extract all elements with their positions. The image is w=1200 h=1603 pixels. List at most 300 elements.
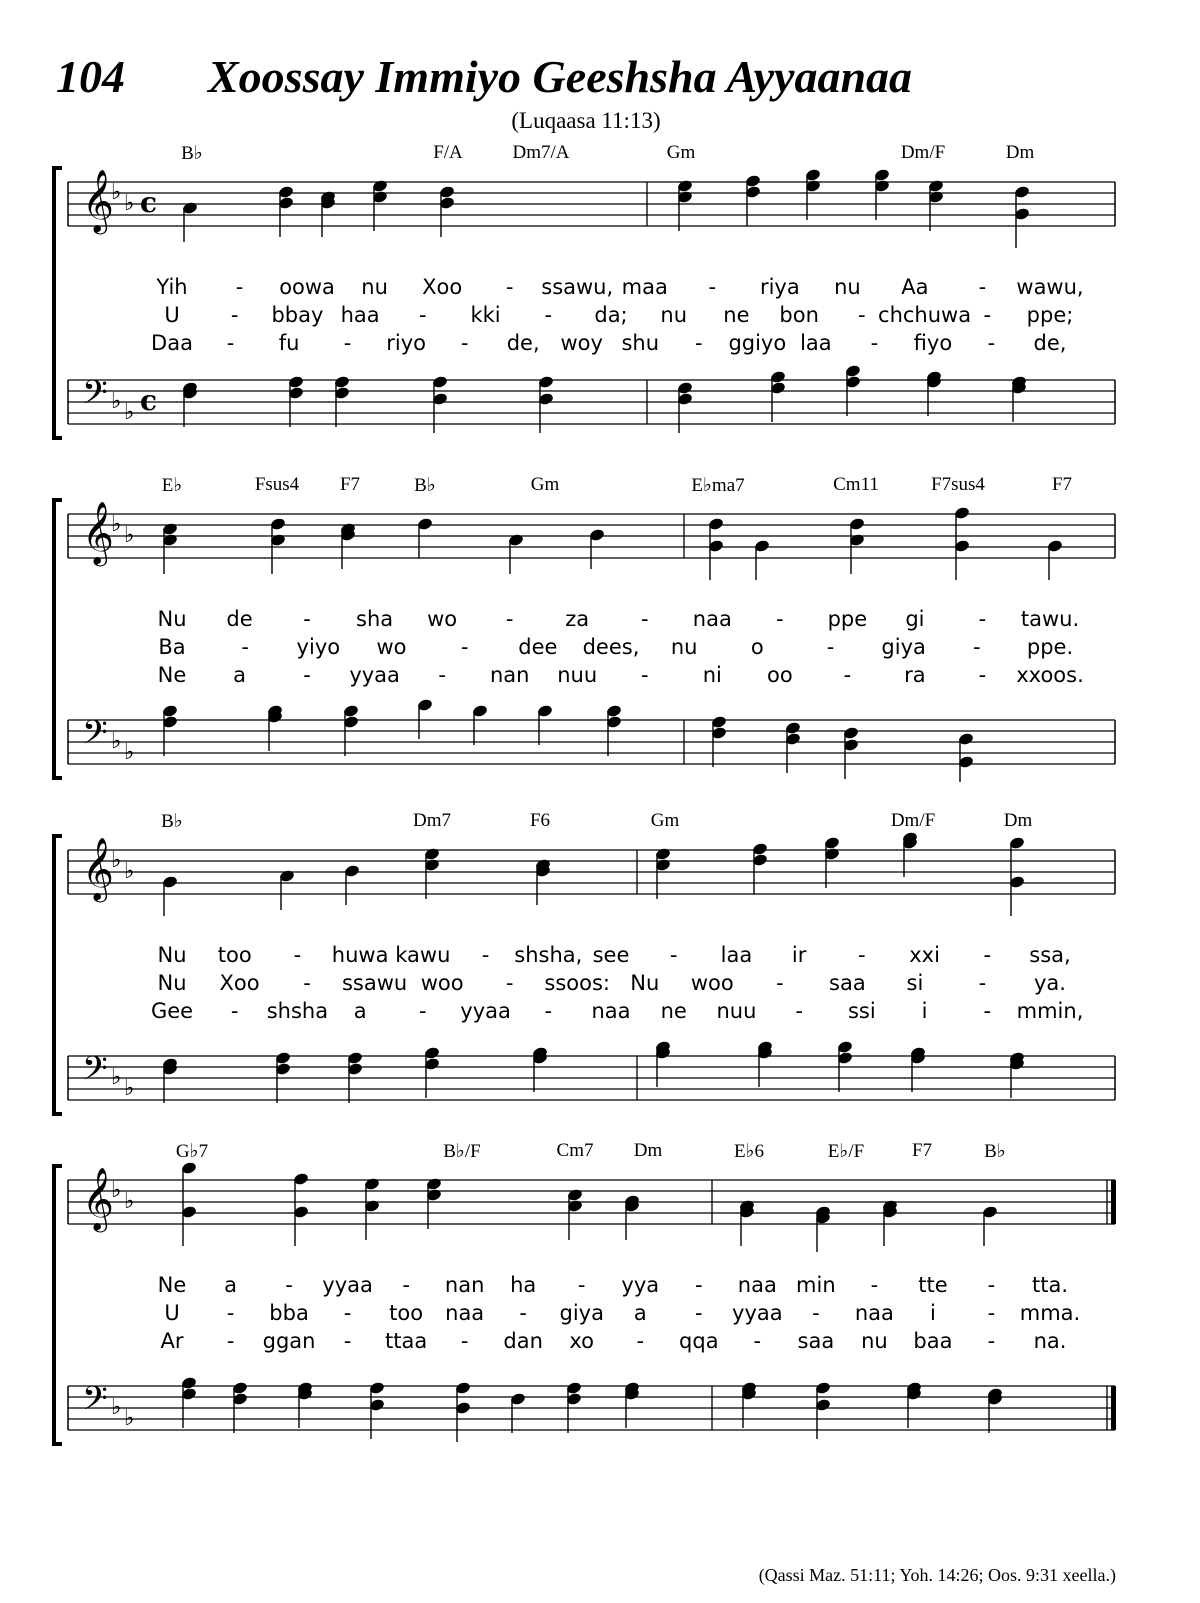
lyric-hyphen: - bbox=[235, 275, 244, 299]
lyric-syllable: riya bbox=[759, 275, 800, 299]
lyric-hyphen: - bbox=[983, 303, 992, 327]
lyric-hyphen: - bbox=[978, 275, 987, 299]
key-flat-icon: ♭ bbox=[124, 859, 135, 884]
chord-symbol: Cm7 bbox=[556, 1140, 594, 1161]
note bbox=[745, 174, 762, 226]
chord-symbol: Gm bbox=[666, 142, 696, 163]
lyric-hyphen: - bbox=[419, 999, 427, 1023]
lyric-syllable: gi bbox=[905, 607, 925, 631]
note bbox=[343, 704, 360, 756]
key-flat-icon: ♭ bbox=[111, 389, 122, 414]
note bbox=[417, 517, 434, 558]
chord-symbol: F7 bbox=[911, 1140, 933, 1161]
note bbox=[288, 375, 305, 427]
note bbox=[1009, 836, 1026, 916]
note bbox=[334, 375, 351, 427]
lyric-syllable: nu bbox=[861, 1329, 888, 1353]
note bbox=[606, 704, 623, 756]
key-flat-icon: ♭ bbox=[111, 180, 122, 205]
lyric-hyphen: - bbox=[577, 1273, 586, 1297]
system-bracket bbox=[54, 1166, 62, 1444]
note bbox=[535, 858, 552, 905]
lyric-syllable: dees, bbox=[582, 635, 640, 659]
bass-clef-icon: 𝄢 bbox=[82, 714, 108, 760]
note bbox=[1014, 185, 1031, 248]
lyric-syllable: Nu bbox=[630, 971, 660, 995]
lyric-syllable: laa bbox=[720, 943, 753, 967]
lyric-hyphen: - bbox=[343, 1329, 352, 1353]
lyric-syllable: mma. bbox=[1019, 1301, 1081, 1325]
lyric-syllable: ppe bbox=[827, 607, 868, 631]
lyric-syllable: a bbox=[353, 999, 367, 1023]
note bbox=[279, 869, 296, 910]
lyric-hyphen: - bbox=[460, 1329, 469, 1353]
note bbox=[824, 836, 841, 888]
lyric-syllable: bon bbox=[779, 303, 819, 327]
lyric-syllable: fiyo bbox=[913, 331, 953, 355]
lyric-syllable: nu bbox=[834, 275, 861, 299]
note bbox=[508, 533, 525, 574]
note bbox=[532, 1046, 549, 1092]
lyric-syllable: chchuwa bbox=[878, 303, 972, 327]
lyric-syllable: Xoo bbox=[219, 971, 260, 995]
lyric-hyphen: - bbox=[973, 635, 981, 659]
key-flat-icon: ♭ bbox=[124, 400, 135, 425]
lyric-hyphen: - bbox=[870, 331, 879, 355]
lyric-hyphen: - bbox=[505, 971, 514, 995]
note bbox=[757, 1040, 774, 1087]
lyric-hyphen: - bbox=[858, 943, 866, 967]
system-bracket bbox=[54, 500, 62, 778]
note bbox=[906, 1381, 923, 1428]
lyric-syllable: nuu bbox=[716, 999, 757, 1023]
lyric-syllable: saa bbox=[829, 971, 866, 995]
chord-symbol: E♭6 bbox=[733, 1141, 765, 1162]
bass-clef-icon: 𝄢 bbox=[82, 1050, 108, 1096]
note bbox=[417, 698, 434, 739]
note bbox=[364, 1177, 381, 1240]
chord-symbol: F6 bbox=[529, 810, 551, 831]
lyric-syllable: yyaa bbox=[349, 663, 400, 687]
lyric-hyphen: - bbox=[776, 971, 784, 995]
lyric-syllable: ssi bbox=[847, 999, 876, 1023]
note bbox=[344, 864, 361, 905]
lyric-syllable: nuu bbox=[557, 663, 598, 687]
bass-clef-icon: 𝄢 bbox=[82, 1380, 108, 1426]
note bbox=[567, 1188, 584, 1240]
lyric-syllable: da; bbox=[594, 303, 628, 327]
lyric-hyphen: - bbox=[987, 1301, 996, 1325]
treble-staff bbox=[68, 1167, 1116, 1233]
note bbox=[162, 704, 179, 756]
lyric-syllable: huwa bbox=[331, 943, 389, 967]
note bbox=[902, 831, 919, 877]
lyric-hyphen: - bbox=[978, 663, 987, 687]
lyric-hyphen: - bbox=[544, 999, 553, 1023]
lyric-syllable: kawu bbox=[395, 943, 451, 967]
lyric-syllable: ne bbox=[660, 999, 687, 1023]
chord-symbol: F/A bbox=[433, 142, 463, 163]
lyric-syllable: Gee bbox=[150, 999, 194, 1023]
lyric-syllable: tte bbox=[918, 1273, 948, 1297]
chord-symbol: B♭/F bbox=[443, 1141, 481, 1162]
lyric-syllable: ha bbox=[510, 1273, 537, 1297]
note bbox=[805, 168, 822, 220]
lyric-hyphen: - bbox=[460, 635, 469, 659]
note bbox=[752, 842, 769, 894]
lyric-hyphen: - bbox=[843, 663, 852, 687]
note bbox=[655, 847, 672, 899]
lyric-syllable: woo bbox=[690, 971, 734, 995]
note bbox=[182, 201, 199, 242]
chord-symbol: E♭ bbox=[161, 475, 183, 496]
lyric-hyphen: - bbox=[230, 999, 239, 1023]
lyric-hyphen: - bbox=[226, 1329, 235, 1353]
lyric-hyphen: - bbox=[230, 303, 239, 327]
note bbox=[566, 1381, 583, 1433]
note bbox=[785, 721, 802, 773]
chord-symbol: B♭ bbox=[181, 143, 203, 164]
lyric-syllable: tawu. bbox=[1020, 607, 1080, 631]
lyric-hyphen: - bbox=[695, 331, 703, 355]
note bbox=[874, 168, 891, 220]
lyric-syllable: i bbox=[930, 1301, 936, 1325]
key-flat-icon: ♭ bbox=[111, 1395, 122, 1420]
lyric-syllable: Xoo bbox=[422, 275, 463, 299]
lyric-hyphen: - bbox=[419, 303, 427, 327]
chord-symbol: B♭ bbox=[414, 475, 436, 496]
lyric-syllable: na. bbox=[1033, 1329, 1067, 1353]
lyric-hyphen: - bbox=[285, 1273, 293, 1297]
music-system-4 bbox=[0, 1138, 1200, 1458]
lyric-hyphen: - bbox=[303, 607, 311, 631]
chord-symbol: F7 bbox=[1051, 474, 1073, 495]
lyric-hyphen: - bbox=[987, 1273, 996, 1297]
note bbox=[655, 1040, 672, 1087]
key-flat-icon: ♭ bbox=[124, 1189, 135, 1214]
lyric-syllable: nu bbox=[660, 303, 688, 327]
common-time-icon: c bbox=[140, 186, 158, 219]
chord-symbol: Dm/F bbox=[890, 810, 936, 831]
lyric-syllable: fu bbox=[278, 331, 300, 355]
note bbox=[278, 185, 295, 237]
lyric-syllable: shsha, bbox=[514, 943, 583, 967]
lyric-hyphen: - bbox=[669, 943, 678, 967]
lyric-hyphen: - bbox=[640, 607, 649, 631]
cross-references: (Qassi Maz. 51:11; Yoh. 14:26; Oos. 9:31 xeella.) bbox=[758, 1565, 1116, 1585]
lyric-hyphen: - bbox=[826, 635, 835, 659]
lyric-syllable: de bbox=[226, 607, 253, 631]
key-flat-icon: ♭ bbox=[111, 848, 122, 873]
key-flat-icon: ♭ bbox=[111, 512, 122, 537]
note bbox=[347, 1051, 364, 1103]
note bbox=[372, 179, 389, 231]
lyric-syllable: wo bbox=[376, 635, 407, 659]
lyric-hyphen: - bbox=[695, 1301, 703, 1325]
lyric-syllable: qqa bbox=[679, 1329, 719, 1353]
lyric-syllable: Nu bbox=[157, 943, 187, 967]
lyric-hyphen: - bbox=[438, 663, 446, 687]
key-flat-icon: ♭ bbox=[124, 1076, 135, 1101]
lyric-syllable: U bbox=[164, 1301, 180, 1325]
note bbox=[882, 1199, 899, 1246]
note bbox=[928, 179, 945, 231]
lyric-syllable: xxi bbox=[909, 943, 940, 967]
lyric-hyphen: - bbox=[241, 635, 249, 659]
lyric-syllable: giya bbox=[881, 635, 926, 659]
lyric-hyphen: - bbox=[983, 999, 992, 1023]
lyric-syllable: tta. bbox=[1031, 1273, 1069, 1297]
note bbox=[162, 522, 179, 574]
lyric-hyphen: - bbox=[481, 943, 490, 967]
lyric-hyphen: - bbox=[636, 1329, 645, 1353]
note bbox=[958, 732, 975, 782]
lyric-syllable: naa bbox=[854, 1301, 894, 1325]
chord-symbol: B♭ bbox=[984, 1141, 1006, 1162]
note bbox=[424, 847, 441, 899]
key-flat-icon: ♭ bbox=[124, 1406, 135, 1431]
treble-clef-icon: 𝄞 bbox=[82, 1167, 114, 1230]
lyric-syllable: de, bbox=[1033, 331, 1067, 355]
lyric-hyphen: - bbox=[519, 1301, 527, 1325]
chord-symbol: Gm bbox=[530, 474, 560, 495]
lyric-syllable: a bbox=[233, 663, 246, 687]
lyric-syllable: too bbox=[389, 1301, 424, 1325]
lyric-syllable: U bbox=[164, 303, 180, 327]
lyric-syllable: ssawu bbox=[341, 971, 408, 995]
lyric-syllable: bbay bbox=[271, 303, 324, 327]
lyric-syllable: oo bbox=[766, 663, 793, 687]
hymn-number: 104 bbox=[56, 51, 125, 102]
note bbox=[770, 370, 787, 422]
lyric-syllable: oowa bbox=[279, 275, 335, 299]
key-flat-icon: ♭ bbox=[124, 191, 135, 216]
note bbox=[677, 381, 694, 433]
lyric-syllable: nu bbox=[361, 275, 388, 299]
lyric-syllable: Ne bbox=[157, 1273, 187, 1297]
lyric-hyphen: - bbox=[795, 999, 803, 1023]
lyric-syllable: naa bbox=[737, 1273, 777, 1297]
lyric-hyphen: - bbox=[978, 971, 987, 995]
note bbox=[270, 517, 287, 574]
lyric-syllable: bba bbox=[269, 1301, 309, 1325]
system-bracket bbox=[54, 836, 62, 1114]
note bbox=[472, 704, 489, 745]
note bbox=[320, 190, 337, 237]
note bbox=[182, 381, 199, 427]
note bbox=[1009, 1051, 1026, 1098]
lyric-syllable: wo bbox=[427, 607, 458, 631]
lyric-syllable: Nu bbox=[157, 607, 187, 631]
lyric-syllable: ir bbox=[791, 943, 807, 967]
lyric-syllable: xo bbox=[569, 1329, 595, 1353]
treble-clef-icon: 𝄞 bbox=[82, 837, 114, 900]
lyric-hyphen: - bbox=[293, 943, 302, 967]
lyric-syllable: min bbox=[796, 1273, 836, 1297]
lyric-hyphen: - bbox=[753, 1329, 762, 1353]
lyric-syllable: shsha bbox=[266, 999, 329, 1023]
system-bracket bbox=[54, 168, 62, 438]
chord-symbol: Dm bbox=[1005, 142, 1035, 163]
lyric-hyphen: - bbox=[402, 1273, 410, 1297]
note bbox=[987, 1387, 1004, 1433]
lyric-hyphen: - bbox=[640, 663, 649, 687]
lyric-syllable: too bbox=[217, 943, 252, 967]
chord-symbol: Dm7 bbox=[413, 810, 451, 831]
lyric-hyphen: - bbox=[303, 663, 311, 687]
lyric-syllable: a bbox=[633, 1301, 647, 1325]
lyric-syllable: Nu bbox=[157, 971, 187, 995]
note bbox=[739, 1199, 756, 1246]
lyric-syllable: yyaa bbox=[322, 1273, 373, 1297]
lyric-syllable: kki bbox=[470, 303, 501, 327]
note bbox=[267, 704, 284, 751]
treble-clef-icon: 𝄞 bbox=[82, 169, 114, 232]
lyric-syllable: see bbox=[592, 943, 630, 967]
lyric-syllable: ssoos: bbox=[544, 971, 611, 995]
lyric-hyphen: - bbox=[858, 303, 866, 327]
lyric-syllable: saa bbox=[797, 1329, 835, 1353]
lyric-syllable: dee bbox=[518, 635, 558, 659]
lyric-syllable: Daa bbox=[151, 331, 193, 355]
note bbox=[849, 517, 866, 574]
music-system-3 bbox=[0, 808, 1200, 1118]
chord-symbol: G♭7 bbox=[175, 1141, 209, 1162]
note bbox=[424, 1046, 441, 1098]
lyric-syllable: naa bbox=[692, 607, 732, 631]
chord-symbol: F7 bbox=[339, 474, 361, 495]
chord-symbol: Dm7/A bbox=[512, 142, 570, 163]
key-flat-icon: ♭ bbox=[124, 740, 135, 765]
bass-staff bbox=[68, 1380, 1116, 1431]
key-flat-icon: ♭ bbox=[111, 729, 122, 754]
lyric-syllable: haa bbox=[340, 303, 380, 327]
lyric-syllable: sha bbox=[356, 607, 394, 631]
note bbox=[181, 1376, 198, 1428]
lyric-syllable: woo bbox=[420, 971, 464, 995]
lyric-syllable: ttaa bbox=[385, 1329, 428, 1353]
bass-staff bbox=[68, 714, 1115, 765]
lyric-hyphen: - bbox=[303, 971, 311, 995]
lyric-syllable: shu bbox=[621, 331, 660, 355]
note bbox=[708, 517, 725, 580]
lyric-syllable: woy bbox=[560, 331, 603, 355]
lyric-hyphen: - bbox=[460, 331, 469, 355]
scripture-reference: (Luqaasa 11:13) bbox=[511, 108, 661, 133]
music-system-1 bbox=[0, 140, 1200, 450]
chord-symbol: Dm/F bbox=[900, 142, 946, 163]
chord-symbol: Dm bbox=[633, 1140, 663, 1161]
chord-symbol: F7sus4 bbox=[931, 474, 985, 495]
note bbox=[537, 704, 554, 745]
lyric-syllable: ssawu, bbox=[541, 275, 614, 299]
lyric-syllable: riyo bbox=[386, 331, 426, 355]
lyric-syllable: yyaa bbox=[460, 999, 511, 1023]
lyric-syllable: ssa, bbox=[1029, 943, 1071, 967]
lyric-syllable: ggiyo bbox=[728, 331, 787, 355]
note bbox=[293, 1172, 310, 1246]
lyric-syllable: o bbox=[750, 635, 764, 659]
chord-symbol: Gm bbox=[650, 810, 680, 831]
lyric-syllable: wawu, bbox=[1016, 275, 1084, 299]
note bbox=[455, 1381, 472, 1442]
note bbox=[162, 1057, 179, 1103]
lyric-syllable: Ba bbox=[158, 635, 186, 659]
lyric-hyphen: - bbox=[983, 943, 992, 967]
note bbox=[624, 1194, 641, 1240]
lyric-hyphen: - bbox=[987, 331, 996, 355]
lyric-syllable: ppe; bbox=[1026, 303, 1074, 327]
lyric-syllable: naa bbox=[445, 1301, 485, 1325]
note bbox=[297, 1381, 314, 1428]
chord-symbol: Dm bbox=[1003, 810, 1033, 831]
note bbox=[910, 1046, 927, 1092]
chord-symbol: B♭ bbox=[161, 811, 183, 832]
note bbox=[162, 875, 179, 916]
lyric-syllable: a bbox=[224, 1273, 237, 1297]
chord-symbol: E♭ma7 bbox=[691, 475, 745, 496]
lyric-hyphen: - bbox=[978, 607, 987, 631]
lyric-syllable: Yih bbox=[156, 275, 188, 299]
treble-staff bbox=[68, 169, 1115, 235]
staff-graphics bbox=[0, 1138, 1200, 1458]
note bbox=[845, 364, 862, 416]
note bbox=[754, 539, 771, 580]
note bbox=[837, 1040, 854, 1092]
lyric-syllable: laa bbox=[800, 331, 832, 355]
lyric-syllable: za bbox=[565, 607, 590, 631]
lyric-syllable: naa bbox=[591, 999, 631, 1023]
lyric-hyphen: - bbox=[343, 1301, 352, 1325]
lyric-syllable: Aa bbox=[901, 275, 929, 299]
treble-clef-icon: 𝄞 bbox=[82, 501, 114, 564]
lyric-syllable: si bbox=[906, 971, 924, 995]
lyric-hyphen: - bbox=[343, 331, 352, 355]
chord-symbol: Cm11 bbox=[833, 474, 879, 495]
note bbox=[741, 1381, 758, 1428]
lyric-hyphen: - bbox=[695, 1273, 703, 1297]
lyric-hyphen: - bbox=[708, 275, 717, 299]
lyric-syllable: ra bbox=[904, 663, 926, 687]
note bbox=[181, 1161, 198, 1246]
lyric-hyphen: - bbox=[226, 331, 235, 355]
lyric-hyphen: - bbox=[544, 303, 553, 327]
lyric-syllable: i bbox=[921, 999, 928, 1023]
lyric-syllable: ne bbox=[723, 303, 750, 327]
lyric-hyphen: - bbox=[505, 607, 514, 631]
lyric-syllable: ni bbox=[702, 663, 722, 687]
lyric-hyphen: - bbox=[505, 275, 514, 299]
lyric-syllable: mmin, bbox=[1016, 999, 1084, 1023]
note bbox=[426, 1177, 443, 1229]
lyric-hyphen: - bbox=[226, 1301, 235, 1325]
note bbox=[232, 1381, 249, 1433]
lyric-syllable: nan bbox=[489, 663, 530, 687]
note bbox=[1047, 539, 1064, 580]
key-flat-icon: ♭ bbox=[124, 523, 135, 548]
lyric-syllable: baa bbox=[913, 1329, 953, 1353]
lyric-syllable: xxoos. bbox=[1016, 663, 1084, 687]
note bbox=[624, 1381, 641, 1428]
chord-symbol: Fsus4 bbox=[254, 474, 300, 495]
lyric-syllable: nu bbox=[670, 635, 698, 659]
note bbox=[677, 179, 694, 231]
note bbox=[982, 1205, 999, 1246]
note bbox=[589, 528, 606, 569]
note bbox=[340, 522, 357, 569]
lyric-hyphen: - bbox=[812, 1301, 820, 1325]
note bbox=[1011, 375, 1028, 422]
